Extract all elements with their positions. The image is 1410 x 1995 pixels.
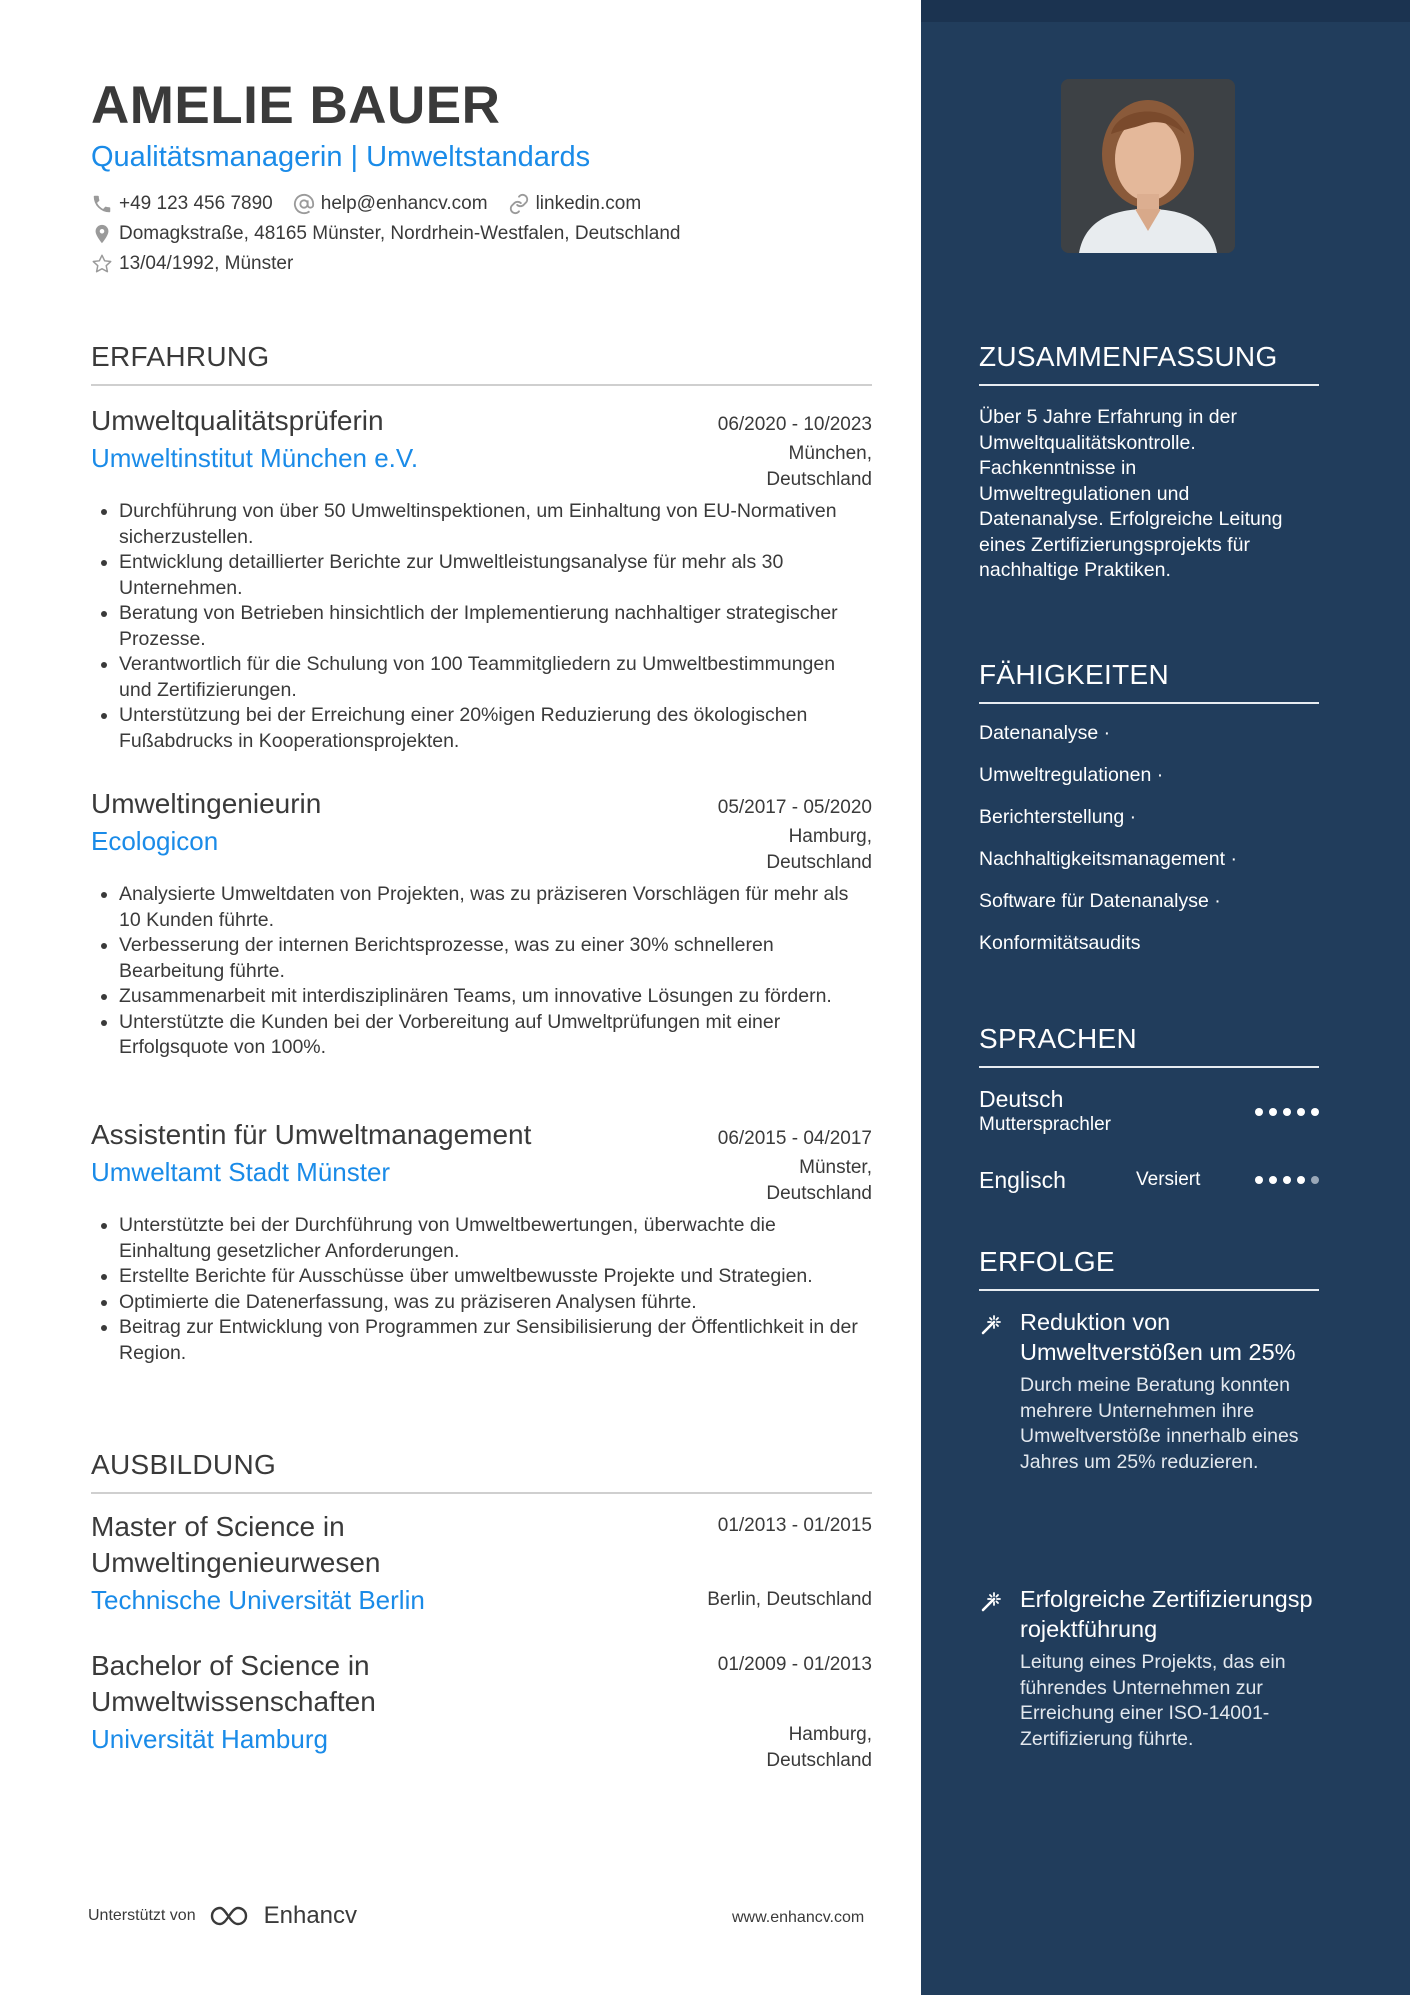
bullet-item: • Verantwortlich für die Schulung von 100 Teammitgliedern zu Umweltbestimmungen und Zertifizierungen. [119,652,872,703]
rating-dot [1297,1108,1305,1116]
bullet-item: • Entwicklung detaillierter Berichte zur Umweltleistungsanalyse für mehr als 30 Unternehmen. [119,550,872,601]
job-company[interactable]: Ecologicon [91,826,219,856]
website-item[interactable] [508,193,642,215]
job-title: Assistentin für Umweltmanagement [91,1119,532,1150]
skill-item: Konformitätsaudits [979,932,1141,954]
achievement-title: Reduktion von Umweltverstößen um 25% [1020,1309,1296,1365]
rating-dot [1311,1176,1319,1184]
language-name: Deutsch [979,1086,1064,1112]
skill-item: Nachhaltigkeitsmanagement · [979,848,1237,870]
job-company[interactable]: Umweltamt Stadt Münster [91,1157,391,1187]
degree-title: Master of Science in Umweltingenieurwesen [91,1511,381,1578]
school-location: Berlin, Deutschland [707,1589,872,1610]
skill-item: Berichterstellung · [979,806,1137,828]
phone-item[interactable] [91,193,273,215]
skill-item: Umweltregulationen · [979,764,1164,786]
bullet-item: • Verbesserung der internen Berichtsprozesse, was zu einer 30% schnelleren Bearbeitung führte. [119,933,872,984]
rating-dot [1269,1176,1277,1184]
email-text: help@enhancv.com [320,193,488,214]
rating-dot [1311,1108,1319,1116]
bullet-item: • Unterstützte die Kunden bei der Vorbereitung auf Umweltprüfungen mit einer Erfolgsquote von 100%. [119,1010,872,1061]
star-icon [91,253,113,275]
summary-heading: ZUSAMMENFASSUNG [979,340,1319,386]
contact-row-3 [91,253,313,275]
language-level: Versiert [1136,1169,1201,1190]
job-date: 06/2015 - 04/2017 [717,1128,872,1149]
rating-dot [1255,1176,1263,1184]
edu-date: 01/2009 - 01/2013 [717,1654,872,1675]
email-item[interactable] [293,193,488,215]
bullet-item: • Analysierte Umweltdaten von Projekten, was zu präziseren Vorschlägen für mehr als 10 Kunden führte. [119,882,872,933]
enhancv-logo-icon [208,1903,256,1929]
contact-row-2 [91,223,700,245]
school-name[interactable]: Universität Hamburg [91,1724,328,1754]
job-date: 05/2017 - 05/2020 [717,797,872,818]
magic-wand-icon [979,1313,1003,1337]
profile-photo-image [1061,79,1235,253]
rating-dot [1283,1176,1291,1184]
job-date: 06/2020 - 10/2023 [717,414,872,435]
job-entry [91,786,872,1061]
languages-heading: SPRACHEN [979,1022,1319,1068]
website-text: linkedin.com [535,193,642,214]
job-bullets [91,499,872,754]
job-entry [91,1117,872,1366]
achievement-item [979,1307,1319,1475]
job-bullets [91,882,872,1061]
achievement-title: Erfolgreiche Zertifizierungsprojektführung [1020,1586,1313,1642]
bullet-item: • Zusammenarbeit mit interdisziplinären Teams, um innovative Lösungen zu fördern. [119,984,872,1010]
language-level: Muttersprachler [979,1114,1111,1135]
job-entry [91,403,872,754]
bullet-item: • Unterstützung bei der Erreichung einer 20%igen Reduzierung des ökologischen Fußabdrucks in Kooperationsprojekten. [119,703,872,754]
magic-wand-icon [979,1590,1003,1614]
language-item [979,1166,1319,1194]
footer-url[interactable]: www.enhancv.com [732,1909,865,1926]
language-name: Englisch [979,1167,1066,1193]
achievement-item [979,1584,1319,1752]
job-location: München, Deutschland [766,443,872,490]
location-pin-icon [91,223,113,245]
language-rating [1255,1176,1319,1184]
candidate-title: Qualitätsmanagerin | Umweltstandards [91,141,591,173]
rating-dot [1283,1108,1291,1116]
skill-item: Software für Datenanalyse · [979,890,1221,912]
bullet-item: • Optimierte die Datenerfassung, was zu präziseren Analysen führte. [119,1290,872,1316]
phone-text: +49 123 456 7890 [119,193,273,214]
powered-by-text: Unterstützt von [88,1907,196,1924]
skills-heading: FÄHIGKEITEN [979,658,1319,704]
language-rating [1255,1108,1319,1116]
link-icon [508,193,530,215]
summary-text: Über 5 Jahre Erfahrung in der Umweltqualitätskontrolle. Fachkenntnisse in Umweltregulationen und Datenanalyse. Erfolgreiche Leitung eines Zertifizierungsprojekts für nachhaltige Praktiken. [979,406,1283,581]
school-name[interactable]: Technische Universität Berlin [91,1585,425,1615]
birth-item [91,253,293,275]
bullet-item: • Beratung von Betrieben hinsichtlich der Implementierung nachhaltiger strategischer Prozesse. [119,601,872,652]
footer-branding [88,1902,357,1930]
education-entry [91,1509,872,1617]
rating-dot [1269,1108,1277,1116]
job-bullets [91,1213,872,1366]
contact-row-1 [91,193,661,215]
achievement-desc: Durch meine Beratung konnten mehrere Unternehmen ihre Umweltverstöße innerhalb eines Jahres um 25% reduzieren. [1020,1374,1299,1473]
birth-text: 13/04/1992, Münster [119,253,294,274]
achievements-heading: ERFOLGE [979,1245,1319,1291]
language-item [979,1085,1319,1137]
bullet-item: • Erstellte Berichte für Ausschüsse über umweltbewusste Projekte und Strategien. [119,1264,872,1290]
phone-icon [91,193,113,215]
edu-date: 01/2013 - 01/2015 [717,1515,872,1536]
rating-dot [1297,1176,1305,1184]
candidate-name: AMELIE BAUER [91,76,501,135]
bullet-item: • Durchführung von über 50 Umweltinspektionen, um Einhaltung von EU-Normativen sicherzustellen. [119,499,872,550]
job-company[interactable]: Umweltinstitut München e.V. [91,443,419,473]
bullet-item: • Beitrag zur Entwicklung von Programmen zur Sensibilisierung der Öffentlichkeit in der Region. [119,1315,872,1366]
bullet-item: • Unterstützte bei der Durchführung von Umweltbewertungen, überwachte die Einhaltung gesetzlicher Anforderungen. [119,1213,872,1264]
job-title: Umweltingenieurin [91,788,322,819]
degree-title: Bachelor of Science in Umweltwissenschaften [91,1650,376,1717]
address-item [91,223,680,245]
school-location: Hamburg, Deutschland [766,1724,872,1771]
profile-photo [1061,79,1235,253]
at-sign-icon [293,193,315,215]
enhancv-brand[interactable]: Enhancv [263,1902,358,1929]
skill-item: Datenanalyse · [979,722,1111,744]
experience-heading: ERFAHRUNG [91,340,872,386]
job-location: Münster, Deutschland [766,1157,872,1204]
address-text: Domagkstraße, 48165 Münster, Nordrhein-Westfalen, Deutschland [119,223,681,244]
sidebar-top-band [921,0,1410,22]
rating-dot [1255,1108,1263,1116]
achievement-desc: Leitung eines Projekts, das ein führendes Unternehmen zur Erreichung einer ISO-14001-Zertifizierung führte. [1020,1651,1286,1750]
education-heading: AUSBILDUNG [91,1448,872,1494]
job-location: Hamburg, Deutschland [766,826,872,873]
education-entry [91,1648,872,1774]
job-title: Umweltqualitätsprüferin [91,405,384,436]
